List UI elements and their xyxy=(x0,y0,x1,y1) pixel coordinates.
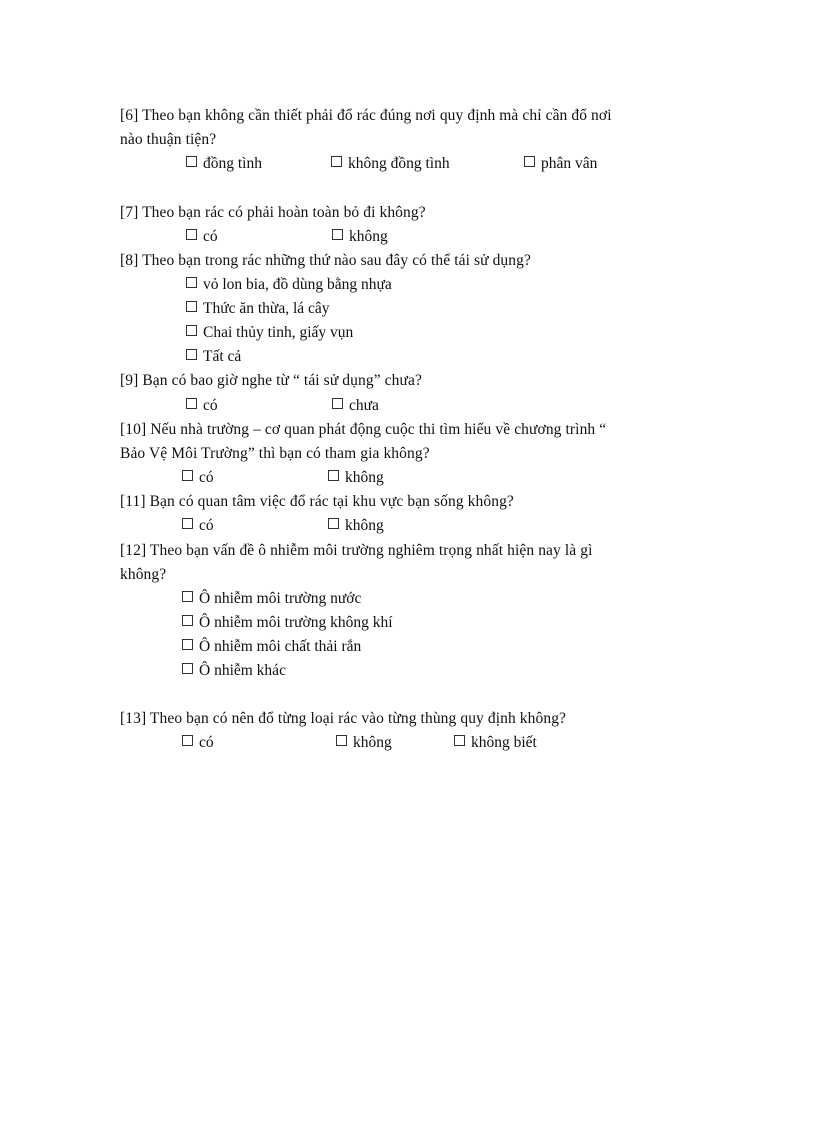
checkbox-icon[interactable] xyxy=(186,301,197,312)
q10-option-no[interactable]: không xyxy=(328,468,384,488)
checkbox-icon[interactable] xyxy=(182,470,193,481)
checkbox-icon[interactable] xyxy=(454,735,465,746)
q12-option-2[interactable]: Ô nhiễm môi trường không khí xyxy=(182,613,393,633)
q11-option-yes[interactable]: có xyxy=(182,516,214,536)
checkbox-icon[interactable] xyxy=(182,591,193,602)
q8-option-1[interactable]: vỏ lon bia, đồ dùng bằng nhựa xyxy=(186,275,392,295)
checkbox-icon[interactable] xyxy=(182,639,193,650)
checkbox-icon[interactable] xyxy=(186,398,197,409)
checkbox-icon[interactable] xyxy=(182,518,193,529)
checkbox-icon[interactable] xyxy=(331,156,342,167)
q13-option-yes[interactable]: có xyxy=(182,733,214,753)
checkbox-icon[interactable] xyxy=(182,735,193,746)
q8-option-2[interactable]: Thức ăn thừa, lá cây xyxy=(186,299,330,319)
checkbox-icon[interactable] xyxy=(328,518,339,529)
checkbox-icon[interactable] xyxy=(186,156,197,167)
q6-option-unsure[interactable]: phân vân xyxy=(524,154,597,174)
question-12-line-2: không? xyxy=(120,566,167,583)
q12-option-4[interactable]: Ô nhiễm khác xyxy=(182,661,286,681)
checkbox-icon[interactable] xyxy=(186,229,197,240)
q6-option-agree[interactable]: đồng tình xyxy=(186,154,262,174)
q12-option-3[interactable]: Ô nhiễm môi chất thải rắn xyxy=(182,637,361,657)
q8-option-4[interactable]: Tất cả xyxy=(186,347,241,367)
q9-option-yes[interactable]: có xyxy=(186,396,218,416)
q11-option-no[interactable]: không xyxy=(328,516,384,536)
question-11: [11] Bạn có quan tâm việc đổ rác tại khu vực bạn sống không? xyxy=(120,493,514,510)
q10-option-yes[interactable]: có xyxy=(182,468,214,488)
q6-option-disagree[interactable]: không đồng tình xyxy=(331,154,450,174)
question-12-line-1: [12] Theo bạn vấn đề ô nhiễm môi trường nghiêm trọng nhất hiện nay là gì xyxy=(120,542,593,559)
q7-option-no[interactable]: không xyxy=(332,227,388,247)
q9-option-not-yet[interactable]: chưa xyxy=(332,396,379,416)
checkbox-icon[interactable] xyxy=(186,349,197,360)
checkbox-icon[interactable] xyxy=(524,156,535,167)
q12-option-1[interactable]: Ô nhiễm môi trường nước xyxy=(182,589,361,609)
question-13: [13] Theo bạn có nên đổ từng loại rác vào từng thùng quy định không? xyxy=(120,710,567,727)
question-10-line-1: [10] Nếu nhà trường – cơ quan phát động cuộc thi tìm hiểu về chương trình “ xyxy=(120,421,607,438)
checkbox-icon[interactable] xyxy=(332,398,343,409)
checkbox-icon[interactable] xyxy=(332,229,343,240)
checkbox-icon[interactable] xyxy=(336,735,347,746)
checkbox-icon[interactable] xyxy=(186,325,197,336)
question-9: [9] Bạn có bao giờ nghe từ “ tái sử dụng” chưa? xyxy=(120,372,422,389)
checkbox-icon[interactable] xyxy=(182,615,193,626)
checkbox-icon[interactable] xyxy=(186,277,197,288)
q8-option-3[interactable]: Chai thủy tinh, giấy vụn xyxy=(186,323,353,343)
checkbox-icon[interactable] xyxy=(182,663,193,674)
question-7: [7] Theo bạn rác có phải hoàn toàn bỏ đi không? xyxy=(120,204,426,221)
question-6-line-2: nào thuận tiện? xyxy=(120,131,217,148)
q7-option-yes[interactable]: có xyxy=(186,227,218,247)
question-10-line-2: Bảo Vệ Môi Trường” thì bạn có tham gia không? xyxy=(120,445,430,462)
question-8: [8] Theo bạn trong rác những thứ nào sau đây có thể tái sử dụng? xyxy=(120,252,531,269)
checkbox-icon[interactable] xyxy=(328,470,339,481)
question-6-line-1: [6] Theo bạn không cần thiết phải đổ rác đúng nơi quy định mà chỉ cần đổ nơi xyxy=(120,107,612,124)
q13-option-dont-know[interactable]: không biết xyxy=(454,733,537,753)
q13-option-no[interactable]: không xyxy=(336,733,392,753)
